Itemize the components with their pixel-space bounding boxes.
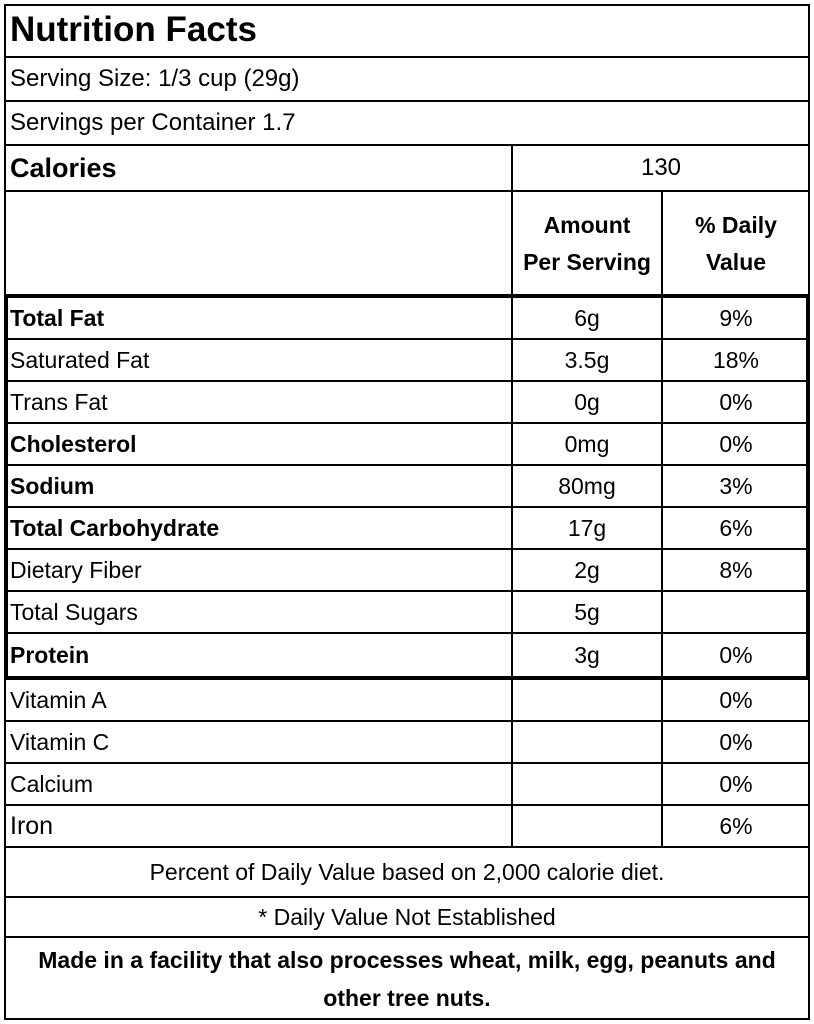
header-amount — [512, 192, 662, 296]
calories-label: Calories — [10, 152, 117, 183]
nutrient-row-total-fat — [4, 298, 810, 338]
nutrient-name: Protein — [10, 641, 90, 668]
vitamin-name: Vitamin A — [10, 686, 107, 713]
header-dv-line1: % Daily — [695, 212, 777, 238]
header-amount-line2: Per Serving — [523, 249, 651, 275]
nutrient-name: Total Fat — [10, 304, 105, 331]
nutrient-daily-value: 18% — [712, 346, 760, 373]
thick-box-left — [4, 294, 8, 680]
calories-value: 130 — [640, 154, 682, 181]
nutrient-daily-value — [662, 592, 810, 632]
divider — [4, 720, 810, 722]
nutrient-name: Dietary Fiber — [10, 556, 142, 583]
thick-divider-bottom — [4, 676, 810, 680]
nutrient-daily-value: 3% — [719, 472, 753, 499]
vitamin-daily-value: 6% — [719, 812, 753, 839]
nutrient-amount: 3g — [574, 641, 600, 668]
nutrient-daily-value: 0% — [719, 388, 753, 415]
vitamin-daily-value: 0% — [719, 770, 753, 797]
nutrient-row-sodium — [4, 466, 810, 506]
divider — [4, 422, 810, 424]
nutrient-amount: 17g — [567, 514, 607, 541]
divider — [4, 632, 810, 634]
nutrient-amount: 6g — [574, 304, 600, 331]
nutrient-name: Saturated Fat — [10, 346, 150, 373]
nutrient-amount: 0mg — [564, 430, 610, 457]
vitamin-row-vitamin-a — [4, 680, 810, 720]
divider — [4, 762, 810, 764]
nutrient-daily-value: 6% — [719, 514, 753, 541]
divider — [4, 548, 810, 550]
divider — [4, 100, 810, 102]
nutrient-amount: 3.5g — [564, 346, 610, 373]
divider — [4, 464, 810, 466]
nutrient-name: Sodium — [10, 472, 95, 499]
divider — [4, 506, 810, 508]
header-dv-line2: Value — [705, 249, 767, 275]
nutrition-label — [4, 4, 810, 1020]
nutrient-amount: 5g — [574, 598, 600, 625]
thick-box-right — [806, 294, 810, 680]
vitamin-daily-value: 0% — [719, 686, 753, 713]
column-header-row — [4, 192, 810, 296]
nutrient-name: Total Carbohydrate — [10, 514, 220, 541]
not-established-note: * Daily Value Not Established — [258, 903, 556, 930]
vitamin-name: Vitamin C — [10, 728, 110, 755]
allergen-statement-row — [4, 938, 810, 1020]
nutrient-row-total-carbohydrate — [4, 508, 810, 548]
label-title: Nutrition Facts — [10, 10, 257, 49]
nutrient-row-trans-fat — [4, 382, 810, 422]
nutrient-daily-value: 9% — [719, 304, 753, 331]
divider — [4, 338, 810, 340]
allergen-statement: Made in a facility that also processes wheat, milk, egg, peanuts and other tree nuts. — [38, 947, 776, 1011]
nutrient-amount: 80mg — [558, 472, 616, 499]
vitamin-name: Iron — [10, 811, 54, 840]
nutrient-name: Cholesterol — [10, 430, 137, 457]
nutrient-name: Total Sugars — [10, 598, 138, 625]
nutrient-row-cholesterol — [4, 424, 810, 464]
column-divider-amount — [511, 144, 513, 848]
nutrient-amount: 2g — [574, 556, 600, 583]
nutrient-row-saturated-fat — [4, 340, 810, 380]
thick-divider-top — [4, 294, 810, 298]
vitamin-amount — [512, 806, 662, 846]
vitamin-row-vitamin-c — [4, 722, 810, 762]
divider — [4, 590, 810, 592]
header-amount-line1: Amount — [543, 212, 631, 238]
nutrient-row-dietary-fiber — [4, 550, 810, 590]
nutrient-daily-value: 0% — [719, 641, 753, 668]
calories-row — [4, 146, 810, 190]
serving-size: Serving Size: 1/3 cup (29g) — [10, 65, 300, 92]
vitamin-row-iron — [4, 806, 810, 846]
divider — [4, 896, 810, 898]
header-blank — [4, 192, 512, 296]
border-bottom — [4, 1018, 810, 1020]
vitamin-row-calcium — [4, 764, 810, 804]
vitamin-name: Calcium — [10, 770, 94, 797]
vitamin-daily-value: 0% — [719, 728, 753, 755]
divider — [4, 936, 810, 938]
header-daily-value — [662, 192, 810, 296]
divider — [4, 380, 810, 382]
nutrient-row-protein — [4, 634, 810, 676]
divider — [4, 190, 810, 192]
vitamin-amount — [512, 764, 662, 804]
vitamin-amount — [512, 680, 662, 720]
divider — [4, 804, 810, 806]
nutrient-name: Trans Fat — [10, 388, 108, 415]
divider — [4, 56, 810, 58]
nutrient-daily-value: 8% — [719, 556, 753, 583]
daily-value-note: Percent of Daily Value based on 2,000 calorie diet. — [149, 858, 665, 885]
nutrient-daily-value: 0% — [719, 430, 753, 457]
divider — [4, 846, 810, 848]
nutrient-row-total-sugars — [4, 592, 810, 632]
border-top — [4, 4, 810, 6]
column-divider-dv — [661, 190, 663, 848]
nutrient-amount: 0g — [574, 388, 600, 415]
divider — [4, 144, 810, 146]
vitamin-amount — [512, 722, 662, 762]
servings-per-container: Servings per Container 1.7 — [10, 109, 296, 136]
